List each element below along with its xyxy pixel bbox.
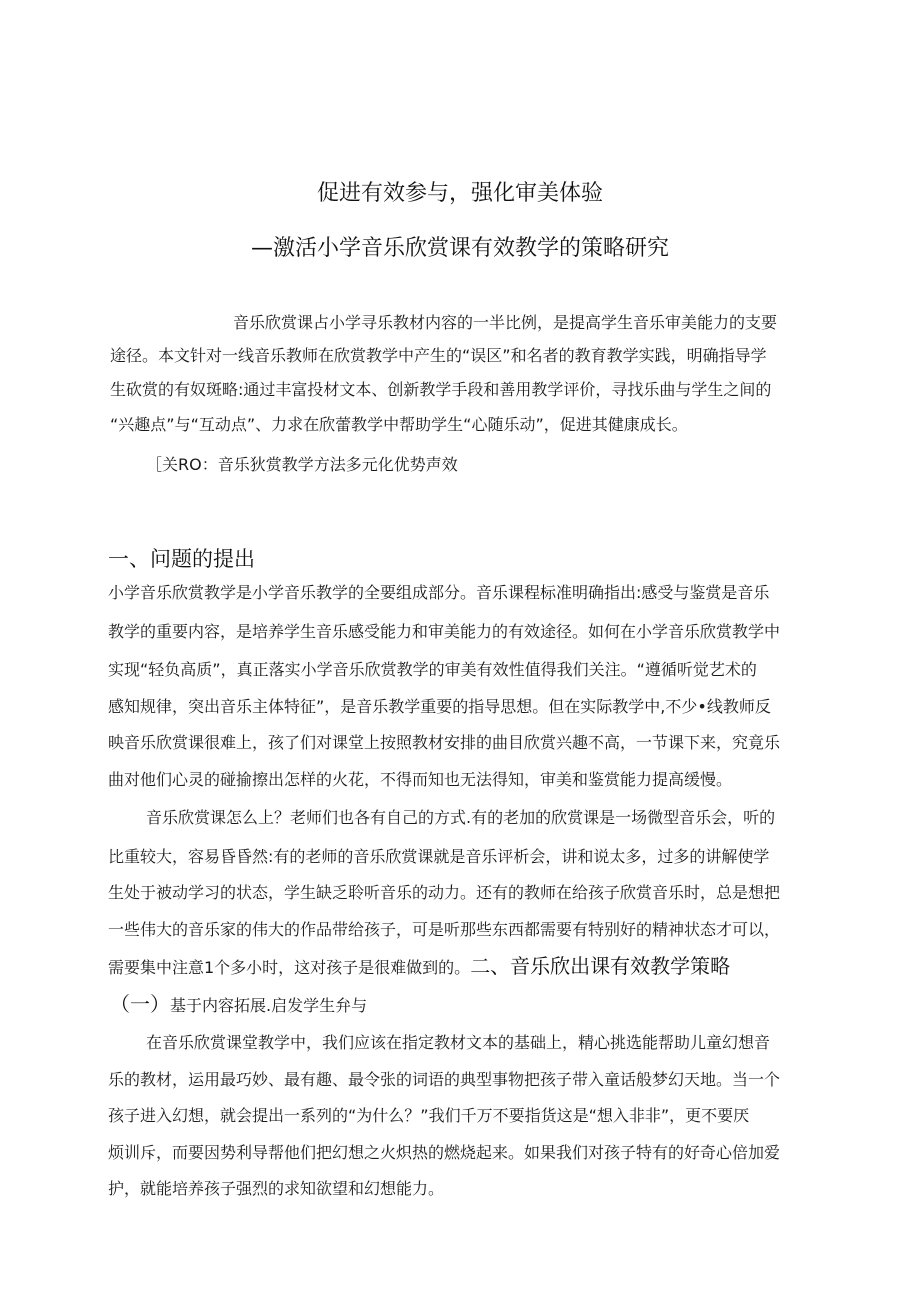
keywords-line: ［关RO：音乐狄赏教学方法多元化优势声效 [146, 455, 458, 474]
abstract-line-1: 音乐欣赏课占小学寻乐教材内容的一半比例，是提高学生音乐审美能力的支要 [233, 313, 778, 332]
paragraph-line: 教学的重要内容，是培养学生音乐感受能力和审美能力的有效途径。如何在小学音乐欣赏教学中 [108, 622, 781, 641]
sub-heading-number: （一） [110, 992, 170, 1016]
abstract-line-3: 生砍赏的有奴斑略:通过丰富投材文本、创新教学手段和善用教学评价，寻找乐曲与学生之间的 [110, 380, 772, 399]
paragraph-line: 乐的教材，运用最巧妙、最有趣、最令张的词语的典型事物把孩子带入童话般梦幻天地。当一个 [108, 1070, 781, 1089]
paragraph-line: 孩子进入幻想，就会提出一系列的“为什么？”我们千万不要指货这是“想入非非”，更不要厌 [108, 1106, 750, 1125]
paragraph-line: 护，就能培养孩子强烈的求知欲望和幻想能力。 [108, 1179, 445, 1198]
paragraph-line: 小学音乐欣赏教学是小学音乐教学的全要组成部分。音乐课程标准明确指出:感受与鉴赏是音乐 [108, 583, 770, 602]
document-title: 促进有效参与，强化审美体验 [316, 181, 603, 206]
paragraph-line: 在音乐欣赏课堂教学中，我们应该在指定教材文本的基础上，精心挑选能帮助儿童幻想音 [146, 1033, 771, 1052]
paragraph-line: 映音乐欣赏课很难上，孩了们对课堂上按照教材安排的曲目欣赏兴趣不高，一节课下来，究竟乐 [108, 733, 781, 752]
paragraph-line-with-heading [108, 953, 814, 981]
paragraph-line: 烦训斥，而要因势利导帮他们把幻想之火炽热的燃烧起来。如果我们对孩子特有的好奇心倍加爱 [108, 1143, 781, 1162]
sub-heading-text: 基于内容拓展.启发学生弁与 [170, 996, 368, 1015]
paragraph-line: 比重较大，容易昏昏然:有的老师的音乐欣赏课就是音乐评析会，讲和说太多，过多的讲解使学 [108, 847, 770, 866]
sub-heading-1 [110, 991, 610, 1019]
paragraph-line: 曲对他们心灵的碰揄擦出怎样的火花，不得而知也无法得知，审美和鉴赏能力提高缓慢。 [108, 770, 733, 789]
abstract-line-2: 途径。本文针对一线音乐教师在欣赏教学中产生的“误区”和名者的教育教学实践，明确指导学 [110, 346, 767, 365]
paragraph-line: 感知规律，突出音乐主体特征”，是音乐教学重要的指导思想。但在实际教学中,不少•线教师反 [108, 697, 771, 716]
paragraph-line: 音乐欣赏课怎么上？老师们也各有自己的方式.有的老加的欣赏课是一场微型音乐会，听的 [146, 808, 776, 827]
paragraph-line: 一些伟大的音乐家的伟大的作品带给孩子，可是听那些东西都需要有特别好的精神状态才可以， [108, 920, 781, 939]
document-subtitle: —激活小学音乐欣赏课有效教学的策略研究 [250, 236, 669, 261]
section-heading-2: 二、音乐欣出课有效教学策略 [470, 954, 731, 978]
paragraph-line: 生处于被动学习的状态，学生缺乏聆听音乐的动力。还有的教师在给孩子欣赏音乐时，总是想把 [108, 883, 781, 902]
abstract-line-4: “兴趣点”与“互动点”、力求在欣蕾教学中帮助学生“心随乐动”，促进其健康成长。 [110, 415, 688, 434]
section-heading-1: 一、问题的提出 [108, 547, 255, 571]
paragraph-line: 实现“轻负高质”，真正落实小学音乐欣赏教学的审美有效性值得我们关注。“遵循听觉艺术的 [108, 660, 757, 679]
paragraph-text: 需要集中注意1个多小时，这对孩子是很难做到的。 [108, 958, 471, 977]
